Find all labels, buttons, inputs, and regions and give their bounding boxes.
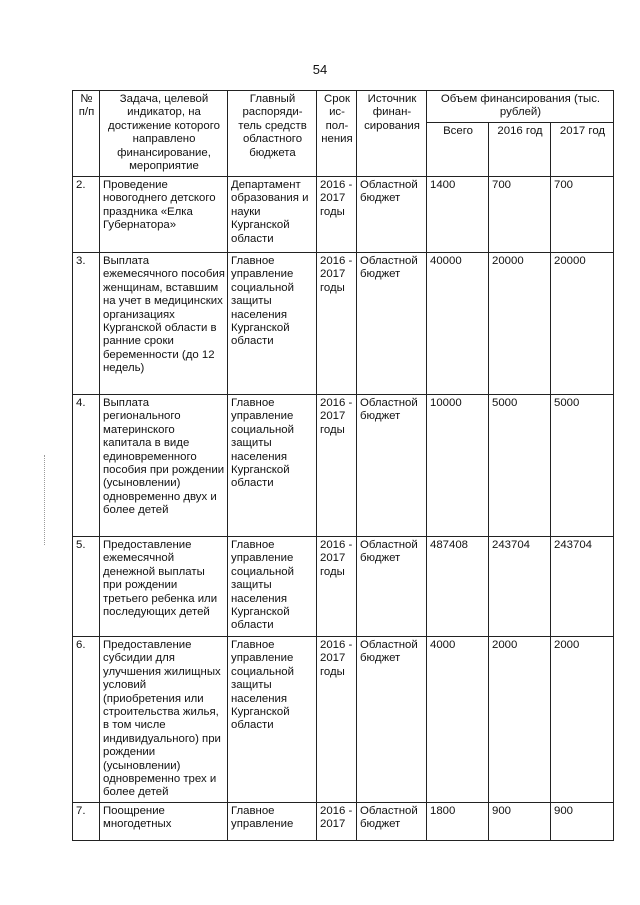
header-manager: Главный распоряди-тель средств областного бюджета <box>228 91 317 177</box>
row-2016: 900 <box>489 803 551 841</box>
row-total: 1800 <box>427 803 489 841</box>
row-manager: Главное управление социальной защиты населения Курганской области <box>228 537 317 637</box>
row-manager: Главное управление социальной защиты населения Курганской области <box>228 253 317 395</box>
header-source: Источник финан-сирования <box>357 91 427 177</box>
row-term: 2016 - 2017 годы <box>317 395 357 537</box>
row-total: 40000 <box>427 253 489 395</box>
header-volume: Объем финансирования (тыс. рублей) <box>427 91 614 123</box>
row-total: 1400 <box>427 177 489 253</box>
row-manager: Департамент образования и науки Курганской области <box>228 177 317 253</box>
row-num: 6. <box>73 637 100 803</box>
header-num: № п/п <box>73 91 100 177</box>
row-2016: 20000 <box>489 253 551 395</box>
row-term: 2016 - 2017 годы <box>317 537 357 637</box>
row-source: Областной бюджет <box>357 803 427 841</box>
header-row <box>73 91 614 123</box>
row-2016: 5000 <box>489 395 551 537</box>
row-source: Областной бюджет <box>357 537 427 637</box>
header-task: Задача, целевой индикатор, на достижение которого направлено финансирование, мероприятие <box>100 91 228 177</box>
table-row <box>73 637 614 803</box>
row-source: Областной бюджет <box>357 177 427 253</box>
row-num: 5. <box>73 537 100 637</box>
row-num: 2. <box>73 177 100 253</box>
row-term: 2016 - 2017 годы <box>317 637 357 803</box>
financing-table <box>72 90 614 841</box>
row-term: 2016 - 2017 годы <box>317 253 357 395</box>
row-num: 3. <box>73 253 100 395</box>
row-total: 4000 <box>427 637 489 803</box>
row-source: Областной бюджет <box>357 637 427 803</box>
scan-margin-marks <box>44 455 47 545</box>
header-total: Всего <box>427 123 489 177</box>
row-2017: 5000 <box>551 395 614 537</box>
header-2017: 2017 год <box>551 123 614 177</box>
row-2017: 243704 <box>551 537 614 637</box>
table-row <box>73 537 614 637</box>
row-task: Предоставление субсидии для улучшения жилищных условий (приобретения или строительства жилья, в том числе индивидуального) при рождении (усыновлении) одновременно трех и более детей <box>100 637 228 803</box>
row-source: Областной бюджет <box>357 253 427 395</box>
row-term: 2016 - 2017 годы <box>317 177 357 253</box>
row-total: 10000 <box>427 395 489 537</box>
table-row <box>73 803 614 841</box>
row-2016: 700 <box>489 177 551 253</box>
row-num: 7. <box>73 803 100 841</box>
row-manager: Главное управление социальной защиты населения Курганской области <box>228 395 317 537</box>
row-task: Предоставление ежемесячной денежной выплаты при рождении третьего ребенка или последующих детей <box>100 537 228 637</box>
row-2017: 900 <box>551 803 614 841</box>
row-2016: 2000 <box>489 637 551 803</box>
header-2016: 2016 год <box>489 123 551 177</box>
row-task: Выплата регионального материнского капитала в виде единовременного пособия при рождении (усыновлении) одновременно двух и более детей <box>100 395 228 537</box>
page-number: 54 <box>312 62 328 77</box>
table-row <box>73 253 614 395</box>
row-2016: 243704 <box>489 537 551 637</box>
row-task: Проведение новогоднего детского праздника «Елка Губернатора» <box>100 177 228 253</box>
row-2017: 2000 <box>551 637 614 803</box>
row-total: 487408 <box>427 537 489 637</box>
row-term: 2016 - 2017 <box>317 803 357 841</box>
row-task: Выплата ежемесячного пособия женщинам, вставшим на учет в медицинских организациях Курганской области в ранние сроки беременности (до 12 недель) <box>100 253 228 395</box>
table-row <box>73 395 614 537</box>
row-2017: 20000 <box>551 253 614 395</box>
row-source: Областной бюджет <box>357 395 427 537</box>
row-manager: Главное управление <box>228 803 317 841</box>
row-manager: Главное управление социальной защиты населения Курганской области <box>228 637 317 803</box>
row-2017: 700 <box>551 177 614 253</box>
header-term: Срок ис-пол-нения <box>317 91 357 177</box>
row-task: Поощрение многодетных <box>100 803 228 841</box>
row-num: 4. <box>73 395 100 537</box>
table-row <box>73 177 614 253</box>
